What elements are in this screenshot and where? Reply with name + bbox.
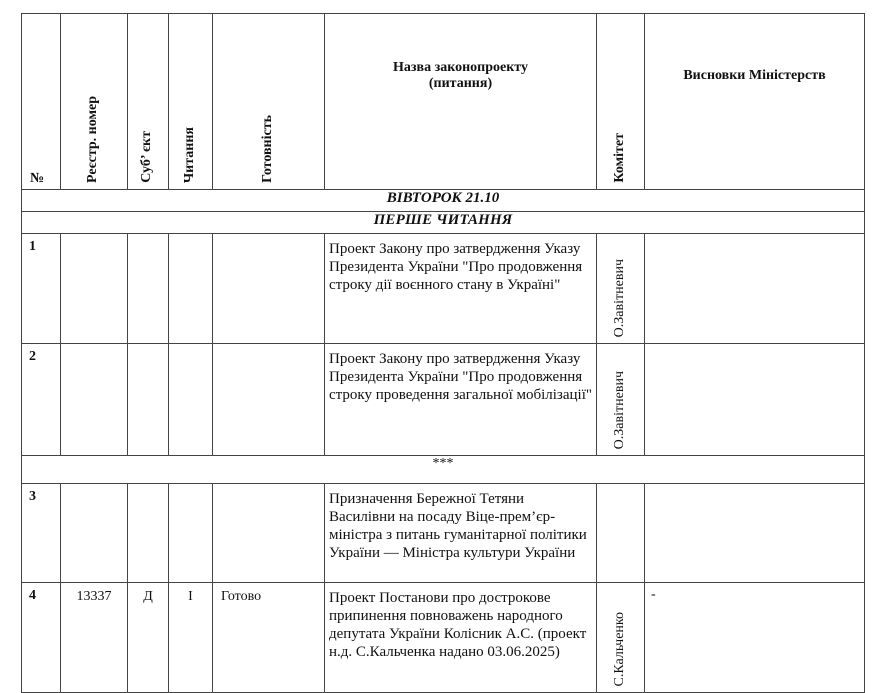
row-reading bbox=[169, 234, 213, 344]
row-committee-label: О.Завітневич bbox=[611, 370, 627, 449]
row-subj: Д bbox=[128, 583, 169, 693]
row-reading: І bbox=[169, 583, 213, 693]
section-row bbox=[22, 212, 865, 234]
row-committee bbox=[597, 234, 645, 344]
header-num: № bbox=[22, 14, 61, 190]
row-reg: 13337 bbox=[61, 583, 128, 693]
row-title: Проект Закону про затвердження Указу Президента України "Про продовження строку дії воєнного стану в Україні" bbox=[325, 234, 597, 344]
row-ready: Готово bbox=[213, 583, 325, 693]
table-row bbox=[22, 583, 865, 693]
row-num: 2 bbox=[22, 344, 61, 456]
agenda-table bbox=[21, 13, 865, 693]
table-row bbox=[22, 234, 865, 344]
row-ready bbox=[213, 484, 325, 583]
header-subj bbox=[128, 14, 169, 190]
row-reg bbox=[61, 484, 128, 583]
row-ready bbox=[213, 234, 325, 344]
header-reg-label: Реєстр. номер bbox=[85, 95, 100, 183]
header-reg bbox=[61, 14, 128, 190]
header-row bbox=[22, 14, 865, 190]
row-conclusions bbox=[645, 484, 865, 583]
header-reading bbox=[169, 14, 213, 190]
header-committee bbox=[597, 14, 645, 190]
day-row bbox=[22, 190, 865, 212]
row-conclusions bbox=[645, 234, 865, 344]
row-reading bbox=[169, 484, 213, 583]
header-reading-label: Читання bbox=[181, 126, 197, 183]
row-ready bbox=[213, 344, 325, 456]
row-reg bbox=[61, 344, 128, 456]
header-title-line1: Назва законопроекту bbox=[393, 60, 528, 75]
row-subj bbox=[128, 484, 169, 583]
header-conclusions: Висновки Міністерств bbox=[645, 14, 865, 190]
separator-label: *** bbox=[22, 456, 865, 484]
separator-row bbox=[22, 456, 865, 484]
table-row bbox=[22, 484, 865, 583]
header-title bbox=[325, 14, 597, 190]
row-committee bbox=[597, 344, 645, 456]
header-title-line2: (питання) bbox=[428, 76, 493, 91]
row-conclusions: - bbox=[645, 583, 865, 693]
row-committee bbox=[597, 484, 645, 583]
row-num: 3 bbox=[22, 484, 61, 583]
row-committee-label: О.Завітневич bbox=[611, 258, 627, 337]
row-title: Призначення Бережної Тетяни Василівни на посаду Віце-прем’єр-міністра з питань гуманітарної політики України — Міністра культури України bbox=[325, 484, 597, 583]
row-reg bbox=[61, 234, 128, 344]
day-label: ВІВТОРОК 21.10 bbox=[22, 190, 865, 212]
row-subj bbox=[128, 234, 169, 344]
row-num: 4 bbox=[22, 583, 61, 693]
row-conclusions bbox=[645, 344, 865, 456]
table-row bbox=[22, 344, 865, 456]
header-ready bbox=[213, 14, 325, 190]
row-committee-label: С.Кальченко bbox=[611, 611, 627, 686]
header-subj-label: Суб’ єкт bbox=[139, 131, 154, 183]
section-label: ПЕРШЕ ЧИТАННЯ bbox=[22, 212, 865, 234]
row-committee bbox=[597, 583, 645, 693]
header-ready-label: Готовність bbox=[259, 115, 275, 183]
row-num: 1 bbox=[22, 234, 61, 344]
row-title: Проект Постанови про дострокове припинення повноважень народного депутата України Колісник А.С. (проект н.д. С.Кальченка надано 03.06.2025) bbox=[325, 583, 597, 693]
row-title: Проект Закону про затвердження Указу Президента України "Про продовження строку проведення загальної мобілізації" bbox=[325, 344, 597, 456]
row-subj bbox=[128, 344, 169, 456]
header-committee-label: Комітет bbox=[611, 133, 627, 183]
row-reading bbox=[169, 344, 213, 456]
